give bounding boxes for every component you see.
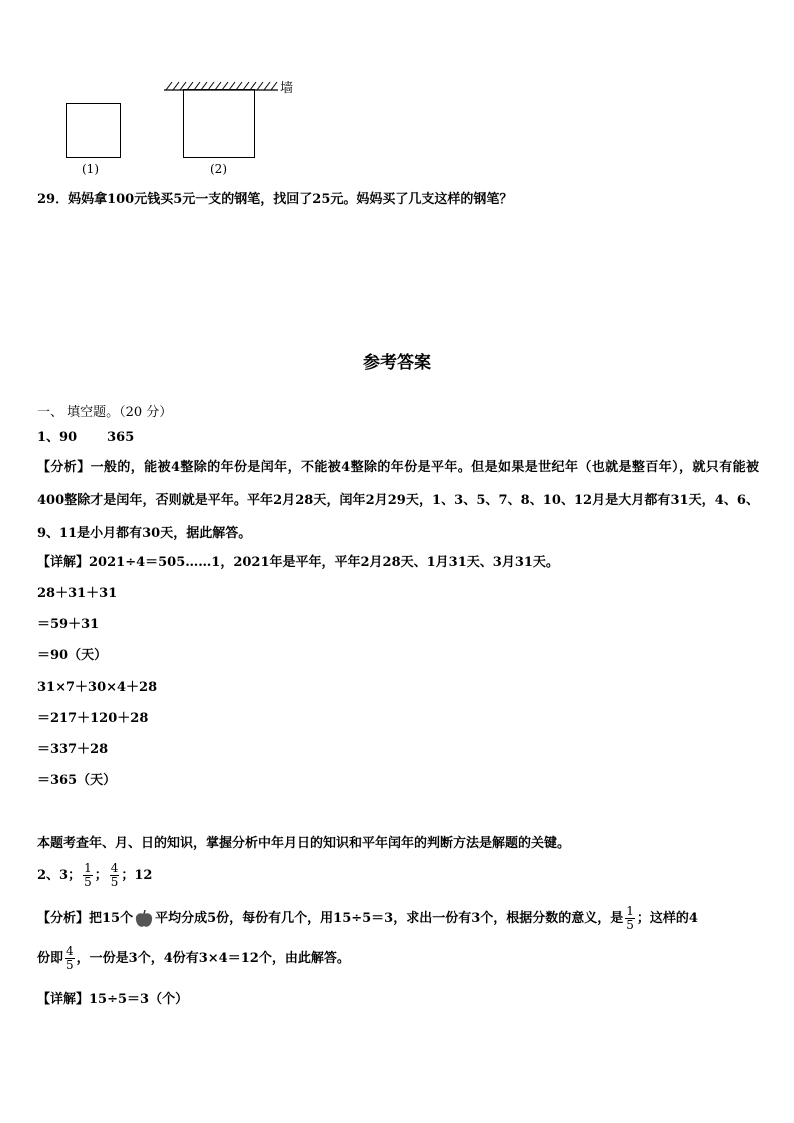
analysis-text: ，一份是3个，4份有3×4＝12个，由此解答。 bbox=[76, 951, 350, 966]
answer-1-summary: 本题考查年、月、日的知识，掌握分析中年月日的知识和平年闰年的判断方法是解题的关键。 bbox=[37, 836, 571, 851]
analysis-text: 平均分成5份，每份有几个，用15÷5＝3，求出一份有3个，根据分数的意义，是 bbox=[155, 911, 624, 926]
figure-caption-1: (1) bbox=[82, 162, 99, 176]
answer-2-detail bbox=[37, 988, 188, 1007]
fraction: $\frac{4}{5}$ bbox=[66, 944, 74, 972]
calc-line: ＝217＋120＋28 bbox=[37, 711, 149, 726]
square-1 bbox=[66, 103, 121, 158]
answer-2-line bbox=[37, 858, 152, 894]
analysis-text: 把15个 bbox=[89, 911, 134, 926]
answer-2-prefix: 2、3； bbox=[37, 868, 82, 883]
wall-label: 墙 bbox=[280, 81, 294, 96]
calc-line: ＝365（天） bbox=[37, 773, 117, 788]
analysis-label: 【分析】 bbox=[37, 911, 90, 926]
detail-label: 【详解】 bbox=[37, 992, 90, 1007]
square-2 bbox=[183, 89, 255, 158]
figure-caption-2: (2) bbox=[210, 162, 227, 176]
answer-2-analysis-line1 bbox=[37, 902, 698, 936]
fraction: $\frac{4}{5}$ bbox=[110, 861, 119, 889]
answer-1-num: 1、90 bbox=[37, 430, 78, 445]
answer-1-line bbox=[37, 426, 134, 445]
calc-line: ＝90（天） bbox=[37, 648, 108, 663]
answer-2-tail: ；12 bbox=[121, 868, 153, 883]
answer-1-detail bbox=[37, 551, 559, 570]
answers-title: 参考答案 bbox=[363, 353, 431, 373]
calc-line: 31×7＋30×4＋28 bbox=[37, 680, 158, 695]
fraction: $\frac{1}{5}$ bbox=[84, 861, 92, 889]
separator: ； bbox=[94, 868, 108, 883]
analysis-text: 份即 bbox=[37, 951, 64, 966]
calc-line: 28＋31＋31 bbox=[37, 586, 118, 601]
apple-icon bbox=[134, 909, 154, 929]
analysis-text: ；这样的4 bbox=[636, 911, 698, 926]
analysis-text: 一般的，能被4整除的年份是闰年，不能被4整除的年份是平年。但是如果是世纪年（也就是整百年），就只有能被400整除才是闰年，否则就是平年。平年2月28天，闰年2月29天，1、3、5、7、8、10、12月是大月都有31天，4、6、9、11是小月都有30天，据此解答。 bbox=[37, 460, 759, 541]
calc-line: ＝337＋28 bbox=[37, 742, 109, 757]
answer-1-analysis bbox=[37, 451, 759, 550]
question-29: 29．妈妈拿100元钱买5元一支的钢笔，找回了25元。妈妈买了几支这样的钢笔？ bbox=[37, 192, 513, 207]
detail-label: 【详解】 bbox=[37, 555, 90, 570]
detail-text: 2021÷4＝505……1，2021年是平年，平年2月28天、1月31天、3月31天。 bbox=[89, 555, 559, 570]
answer-2-analysis-line2 bbox=[37, 942, 350, 976]
calc-line: ＝59＋31 bbox=[37, 617, 100, 632]
fraction: $\frac{1}{5}$ bbox=[626, 904, 634, 932]
detail-text: 15÷5＝3（个） bbox=[89, 992, 189, 1007]
answer-1-val: 365 bbox=[107, 430, 135, 445]
section-heading: 一、 填空题。（20 分） bbox=[37, 405, 173, 420]
analysis-label: 【分析】 bbox=[37, 460, 91, 475]
